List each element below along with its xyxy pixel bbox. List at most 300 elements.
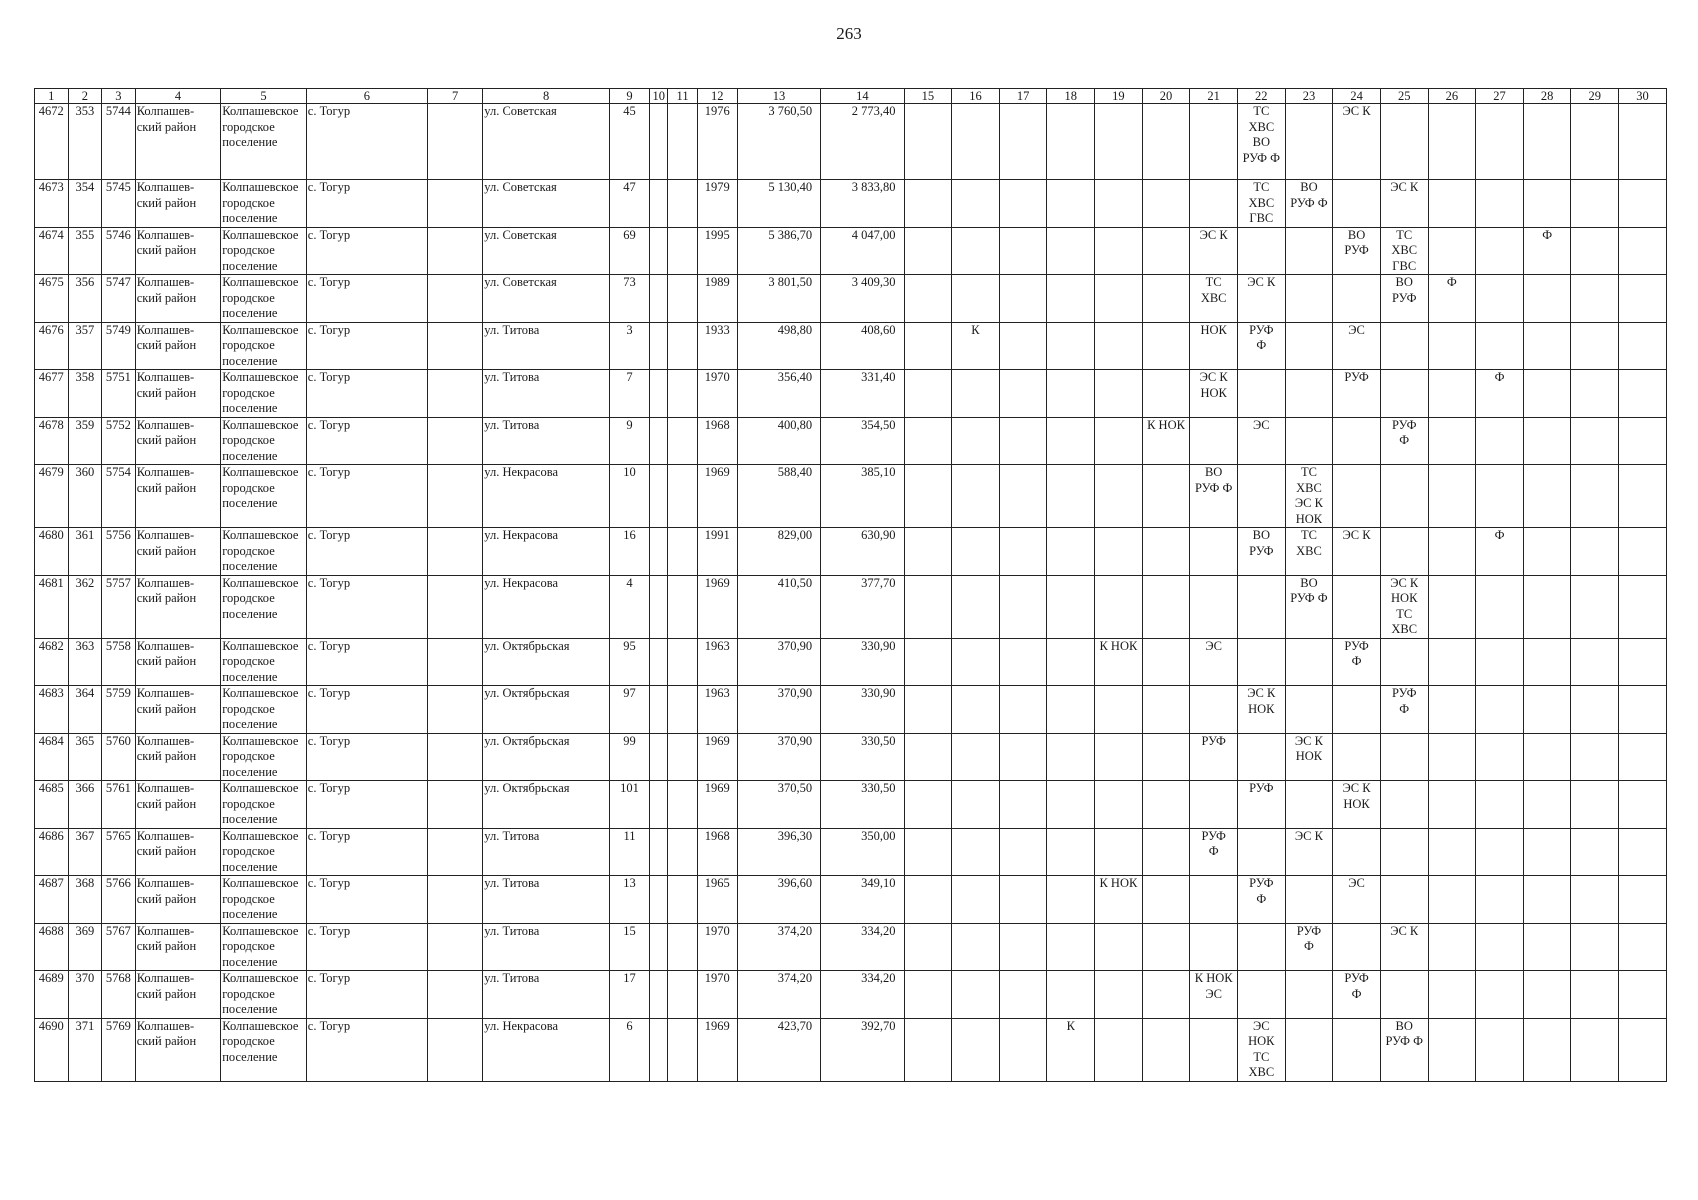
- cell-col-28: [1523, 370, 1571, 418]
- column-header-29: 29: [1571, 89, 1619, 104]
- cell-col-5: Колпашевское городское поселение: [221, 227, 307, 275]
- cell-col-16: [952, 575, 1000, 638]
- cell-col-22: ТС ХВС ГВС: [1237, 180, 1285, 228]
- column-header-26: 26: [1428, 89, 1476, 104]
- cell-col-4: Колпашев- ский район: [135, 465, 221, 528]
- cell-col-7: [428, 275, 483, 323]
- cell-col-24: [1333, 828, 1381, 876]
- cell-col-10: [650, 370, 668, 418]
- cell-col-12: 1970: [697, 370, 737, 418]
- column-header-7: 7: [428, 89, 483, 104]
- cell-col-22: [1237, 465, 1285, 528]
- cell-col-23: ВО РУФ Ф: [1285, 180, 1333, 228]
- cell-col-22: ЭС К: [1237, 275, 1285, 323]
- cell-col-19: [1095, 180, 1143, 228]
- cell-col-25: [1380, 828, 1428, 876]
- cell-col-14: 3 409,30: [821, 275, 904, 323]
- cell-col-10: [650, 227, 668, 275]
- cell-col-8: ул. Титова: [483, 876, 610, 924]
- cell-col-11: [668, 322, 697, 370]
- cell-col-4: Колпашев- ский район: [135, 275, 221, 323]
- cell-col-14: 330,90: [821, 638, 904, 686]
- cell-col-18: [1047, 528, 1095, 576]
- cell-col-24: РУФ Ф: [1333, 971, 1381, 1019]
- cell-col-16: [952, 1018, 1000, 1081]
- cell-col-14: 2 773,40: [821, 104, 904, 180]
- cell-col-22: ЭС К НОК: [1237, 686, 1285, 734]
- cell-col-28: [1523, 971, 1571, 1019]
- cell-col-6: с. Тогур: [306, 275, 427, 323]
- cell-col-20: [1142, 465, 1190, 528]
- cell-col-21: К НОК ЭС: [1190, 971, 1238, 1019]
- cell-col-13: 400,80: [737, 417, 820, 465]
- cell-col-11: [668, 104, 697, 180]
- cell-col-27: [1476, 104, 1524, 180]
- table-row: [35, 828, 1667, 876]
- cell-col-29: [1571, 275, 1619, 323]
- cell-col-7: [428, 638, 483, 686]
- cell-col-9: 99: [609, 733, 649, 781]
- column-header-13: 13: [737, 89, 820, 104]
- cell-col-2: 370: [68, 971, 102, 1019]
- cell-col-5: Колпашевское городское поселение: [221, 733, 307, 781]
- cell-col-23: ЭС К: [1285, 828, 1333, 876]
- table-row: [35, 180, 1667, 228]
- column-header-8: 8: [483, 89, 610, 104]
- cell-col-24: [1333, 686, 1381, 734]
- column-header-9: 9: [609, 89, 649, 104]
- cell-col-23: [1285, 686, 1333, 734]
- cell-col-30: [1619, 528, 1667, 576]
- cell-col-3: 5744: [102, 104, 136, 180]
- cell-col-17: [999, 275, 1047, 323]
- cell-col-29: [1571, 370, 1619, 418]
- cell-col-24: [1333, 275, 1381, 323]
- cell-col-12: 1969: [697, 781, 737, 829]
- cell-col-18: [1047, 781, 1095, 829]
- cell-col-7: [428, 1018, 483, 1081]
- cell-col-14: 392,70: [821, 1018, 904, 1081]
- cell-col-13: 588,40: [737, 465, 820, 528]
- cell-col-1: 4688: [35, 923, 69, 971]
- cell-col-7: [428, 686, 483, 734]
- cell-col-12: 1969: [697, 575, 737, 638]
- cell-col-22: [1237, 971, 1285, 1019]
- cell-col-30: [1619, 465, 1667, 528]
- cell-col-5: Колпашевское городское поселение: [221, 275, 307, 323]
- cell-col-6: с. Тогур: [306, 971, 427, 1019]
- cell-col-24: [1333, 923, 1381, 971]
- cell-col-17: [999, 1018, 1047, 1081]
- cell-col-21: [1190, 923, 1238, 971]
- cell-col-15: [904, 465, 952, 528]
- cell-col-15: [904, 417, 952, 465]
- cell-col-13: 370,90: [737, 733, 820, 781]
- cell-col-1: 4679: [35, 465, 69, 528]
- cell-col-4: Колпашев- ский район: [135, 971, 221, 1019]
- cell-col-15: [904, 275, 952, 323]
- cell-col-16: [952, 828, 1000, 876]
- cell-col-17: [999, 465, 1047, 528]
- cell-col-29: [1571, 828, 1619, 876]
- cell-col-10: [650, 465, 668, 528]
- cell-col-1: 4681: [35, 575, 69, 638]
- column-header-19: 19: [1095, 89, 1143, 104]
- cell-col-4: Колпашев- ский район: [135, 1018, 221, 1081]
- cell-col-2: 369: [68, 923, 102, 971]
- cell-col-11: [668, 876, 697, 924]
- cell-col-17: [999, 828, 1047, 876]
- cell-col-7: [428, 923, 483, 971]
- cell-col-6: с. Тогур: [306, 733, 427, 781]
- cell-col-15: [904, 971, 952, 1019]
- housing-registry-table: [34, 88, 1667, 1082]
- cell-col-26: [1428, 465, 1476, 528]
- cell-col-2: 357: [68, 322, 102, 370]
- cell-col-20: [1142, 104, 1190, 180]
- cell-col-21: ЭС К НОК: [1190, 370, 1238, 418]
- table-row: [35, 971, 1667, 1019]
- cell-col-26: Ф: [1428, 275, 1476, 323]
- cell-col-7: [428, 322, 483, 370]
- cell-col-29: [1571, 575, 1619, 638]
- cell-col-27: [1476, 686, 1524, 734]
- column-header-16: 16: [952, 89, 1000, 104]
- cell-col-9: 45: [609, 104, 649, 180]
- cell-col-22: [1237, 733, 1285, 781]
- cell-col-8: ул. Некрасова: [483, 575, 610, 638]
- column-header-14: 14: [821, 89, 904, 104]
- cell-col-13: 423,70: [737, 1018, 820, 1081]
- cell-col-10: [650, 971, 668, 1019]
- cell-col-18: [1047, 227, 1095, 275]
- cell-col-8: ул. Титова: [483, 370, 610, 418]
- cell-col-10: [650, 781, 668, 829]
- cell-col-12: 1989: [697, 275, 737, 323]
- cell-col-3: 5757: [102, 575, 136, 638]
- cell-col-16: [952, 180, 1000, 228]
- cell-col-19: К НОК: [1095, 876, 1143, 924]
- cell-col-14: 330,50: [821, 781, 904, 829]
- cell-col-12: 1965: [697, 876, 737, 924]
- cell-col-4: Колпашев- ский район: [135, 575, 221, 638]
- cell-col-19: К НОК: [1095, 638, 1143, 686]
- cell-col-13: 356,40: [737, 370, 820, 418]
- cell-col-19: [1095, 733, 1143, 781]
- cell-col-19: [1095, 465, 1143, 528]
- cell-col-29: [1571, 971, 1619, 1019]
- table-row: [35, 876, 1667, 924]
- cell-col-30: [1619, 686, 1667, 734]
- cell-col-3: 5767: [102, 923, 136, 971]
- cell-col-25: ЭС К: [1380, 180, 1428, 228]
- cell-col-9: 4: [609, 575, 649, 638]
- cell-col-29: [1571, 1018, 1619, 1081]
- table-row: [35, 322, 1667, 370]
- cell-col-20: [1142, 828, 1190, 876]
- cell-col-5: Колпашевское городское поселение: [221, 686, 307, 734]
- cell-col-2: 368: [68, 876, 102, 924]
- cell-col-3: 5752: [102, 417, 136, 465]
- cell-col-23: [1285, 417, 1333, 465]
- cell-col-11: [668, 227, 697, 275]
- cell-col-30: [1619, 104, 1667, 180]
- cell-col-21: НОК: [1190, 322, 1238, 370]
- cell-col-18: [1047, 322, 1095, 370]
- cell-col-6: с. Тогур: [306, 876, 427, 924]
- cell-col-10: [650, 322, 668, 370]
- cell-col-26: [1428, 370, 1476, 418]
- cell-col-14: 350,00: [821, 828, 904, 876]
- column-header-10: 10: [650, 89, 668, 104]
- cell-col-23: ТС ХВС: [1285, 528, 1333, 576]
- cell-col-27: [1476, 180, 1524, 228]
- cell-col-25: РУФ Ф: [1380, 686, 1428, 734]
- cell-col-6: с. Тогур: [306, 417, 427, 465]
- cell-col-26: [1428, 575, 1476, 638]
- cell-col-28: [1523, 686, 1571, 734]
- cell-col-26: [1428, 828, 1476, 876]
- cell-col-9: 73: [609, 275, 649, 323]
- cell-col-5: Колпашевское городское поселение: [221, 781, 307, 829]
- cell-col-18: [1047, 575, 1095, 638]
- cell-col-30: [1619, 227, 1667, 275]
- cell-col-28: [1523, 104, 1571, 180]
- column-header-2: 2: [68, 89, 102, 104]
- cell-col-14: 377,70: [821, 575, 904, 638]
- cell-col-13: 370,90: [737, 686, 820, 734]
- cell-col-17: [999, 638, 1047, 686]
- cell-col-29: [1571, 227, 1619, 275]
- cell-col-16: К: [952, 322, 1000, 370]
- cell-col-24: ЭС К НОК: [1333, 781, 1381, 829]
- cell-col-29: [1571, 923, 1619, 971]
- cell-col-30: [1619, 1018, 1667, 1081]
- column-header-22: 22: [1237, 89, 1285, 104]
- cell-col-8: ул. Октябрьская: [483, 638, 610, 686]
- column-header-25: 25: [1380, 89, 1428, 104]
- table-row: [35, 638, 1667, 686]
- cell-col-11: [668, 1018, 697, 1081]
- cell-col-13: 5 130,40: [737, 180, 820, 228]
- column-header-20: 20: [1142, 89, 1190, 104]
- cell-col-3: 5754: [102, 465, 136, 528]
- cell-col-12: 1995: [697, 227, 737, 275]
- cell-col-23: [1285, 1018, 1333, 1081]
- cell-col-17: [999, 686, 1047, 734]
- cell-col-2: 353: [68, 104, 102, 180]
- column-header-27: 27: [1476, 89, 1524, 104]
- cell-col-13: 3 801,50: [737, 275, 820, 323]
- cell-col-22: РУФ Ф: [1237, 322, 1285, 370]
- cell-col-6: с. Тогур: [306, 528, 427, 576]
- cell-col-22: РУФ Ф: [1237, 876, 1285, 924]
- cell-col-3: 5745: [102, 180, 136, 228]
- cell-col-16: [952, 417, 1000, 465]
- cell-col-27: [1476, 465, 1524, 528]
- column-header-11: 11: [668, 89, 697, 104]
- cell-col-23: РУФ Ф: [1285, 923, 1333, 971]
- cell-col-26: [1428, 733, 1476, 781]
- cell-col-23: ТС ХВС ЭС К НОК: [1285, 465, 1333, 528]
- cell-col-28: [1523, 417, 1571, 465]
- cell-col-19: [1095, 104, 1143, 180]
- cell-col-24: РУФ: [1333, 370, 1381, 418]
- cell-col-11: [668, 275, 697, 323]
- cell-col-27: [1476, 781, 1524, 829]
- cell-col-19: [1095, 227, 1143, 275]
- cell-col-24: [1333, 1018, 1381, 1081]
- cell-col-13: 829,00: [737, 528, 820, 576]
- cell-col-1: 4675: [35, 275, 69, 323]
- cell-col-7: [428, 465, 483, 528]
- cell-col-4: Колпашев- ский район: [135, 322, 221, 370]
- cell-col-8: ул. Титова: [483, 417, 610, 465]
- cell-col-25: [1380, 971, 1428, 1019]
- cell-col-22: ТС ХВС ВО РУФ Ф: [1237, 104, 1285, 180]
- cell-col-20: [1142, 876, 1190, 924]
- cell-col-9: 3: [609, 322, 649, 370]
- cell-col-10: [650, 180, 668, 228]
- cell-col-2: 359: [68, 417, 102, 465]
- column-header-28: 28: [1523, 89, 1571, 104]
- cell-col-9: 101: [609, 781, 649, 829]
- cell-col-15: [904, 686, 952, 734]
- cell-col-1: 4690: [35, 1018, 69, 1081]
- column-header-17: 17: [999, 89, 1047, 104]
- cell-col-3: 5751: [102, 370, 136, 418]
- cell-col-30: [1619, 322, 1667, 370]
- cell-col-6: с. Тогур: [306, 575, 427, 638]
- cell-col-8: ул. Октябрьская: [483, 781, 610, 829]
- cell-col-9: 95: [609, 638, 649, 686]
- cell-col-22: [1237, 575, 1285, 638]
- cell-col-28: [1523, 1018, 1571, 1081]
- cell-col-9: 47: [609, 180, 649, 228]
- cell-col-11: [668, 417, 697, 465]
- table-row: [35, 1018, 1667, 1081]
- cell-col-13: 410,50: [737, 575, 820, 638]
- cell-col-23: ЭС К НОК: [1285, 733, 1333, 781]
- cell-col-13: 396,30: [737, 828, 820, 876]
- cell-col-24: [1333, 465, 1381, 528]
- cell-col-29: [1571, 104, 1619, 180]
- cell-col-27: [1476, 417, 1524, 465]
- cell-col-15: [904, 923, 952, 971]
- cell-col-5: Колпашевское городское поселение: [221, 876, 307, 924]
- cell-col-16: [952, 781, 1000, 829]
- cell-col-8: ул. Титова: [483, 923, 610, 971]
- cell-col-17: [999, 575, 1047, 638]
- column-header-23: 23: [1285, 89, 1333, 104]
- cell-col-20: [1142, 528, 1190, 576]
- cell-col-12: 1969: [697, 733, 737, 781]
- cell-col-8: ул. Некрасова: [483, 1018, 610, 1081]
- cell-col-4: Колпашев- ский район: [135, 733, 221, 781]
- cell-col-11: [668, 465, 697, 528]
- cell-col-27: Ф: [1476, 528, 1524, 576]
- table-row: [35, 781, 1667, 829]
- cell-col-25: [1380, 104, 1428, 180]
- cell-col-6: с. Тогур: [306, 638, 427, 686]
- cell-col-17: [999, 971, 1047, 1019]
- cell-col-19: [1095, 923, 1143, 971]
- cell-col-12: 1970: [697, 923, 737, 971]
- cell-col-4: Колпашев- ский район: [135, 227, 221, 275]
- cell-col-25: [1380, 638, 1428, 686]
- cell-col-16: [952, 370, 1000, 418]
- cell-col-18: К: [1047, 1018, 1095, 1081]
- cell-col-2: 362: [68, 575, 102, 638]
- cell-col-28: [1523, 465, 1571, 528]
- cell-col-9: 97: [609, 686, 649, 734]
- cell-col-5: Колпашевское городское поселение: [221, 1018, 307, 1081]
- cell-col-5: Колпашевское городское поселение: [221, 104, 307, 180]
- cell-col-23: [1285, 781, 1333, 829]
- cell-col-17: [999, 322, 1047, 370]
- cell-col-2: 365: [68, 733, 102, 781]
- cell-col-4: Колпашев- ский район: [135, 104, 221, 180]
- cell-col-18: [1047, 275, 1095, 323]
- cell-col-29: [1571, 781, 1619, 829]
- cell-col-15: [904, 876, 952, 924]
- table-row: [35, 686, 1667, 734]
- cell-col-10: [650, 575, 668, 638]
- cell-col-20: [1142, 638, 1190, 686]
- cell-col-30: [1619, 876, 1667, 924]
- cell-col-11: [668, 575, 697, 638]
- cell-col-2: 354: [68, 180, 102, 228]
- cell-col-21: [1190, 180, 1238, 228]
- cell-col-24: [1333, 417, 1381, 465]
- cell-col-23: [1285, 322, 1333, 370]
- cell-col-9: 17: [609, 971, 649, 1019]
- cell-col-11: [668, 971, 697, 1019]
- cell-col-30: [1619, 370, 1667, 418]
- cell-col-8: ул. Октябрьская: [483, 686, 610, 734]
- cell-col-23: [1285, 275, 1333, 323]
- cell-col-6: с. Тогур: [306, 104, 427, 180]
- cell-col-13: 396,60: [737, 876, 820, 924]
- cell-col-24: [1333, 733, 1381, 781]
- cell-col-6: с. Тогур: [306, 465, 427, 528]
- cell-col-3: 5766: [102, 876, 136, 924]
- table-row: [35, 923, 1667, 971]
- cell-col-9: 16: [609, 528, 649, 576]
- cell-col-13: 374,20: [737, 923, 820, 971]
- cell-col-3: 5747: [102, 275, 136, 323]
- cell-col-23: ВО РУФ Ф: [1285, 575, 1333, 638]
- cell-col-12: 1970: [697, 971, 737, 1019]
- cell-col-19: [1095, 971, 1143, 1019]
- cell-col-9: 15: [609, 923, 649, 971]
- cell-col-26: [1428, 417, 1476, 465]
- cell-col-18: [1047, 876, 1095, 924]
- cell-col-1: 4685: [35, 781, 69, 829]
- cell-col-21: [1190, 575, 1238, 638]
- cell-col-17: [999, 180, 1047, 228]
- cell-col-10: [650, 528, 668, 576]
- cell-col-24: [1333, 575, 1381, 638]
- cell-col-16: [952, 971, 1000, 1019]
- cell-col-12: 1969: [697, 1018, 737, 1081]
- cell-col-1: 4689: [35, 971, 69, 1019]
- column-number-header-row: [35, 89, 1667, 104]
- cell-col-7: [428, 971, 483, 1019]
- cell-col-19: [1095, 370, 1143, 418]
- cell-col-18: [1047, 465, 1095, 528]
- cell-col-30: [1619, 275, 1667, 323]
